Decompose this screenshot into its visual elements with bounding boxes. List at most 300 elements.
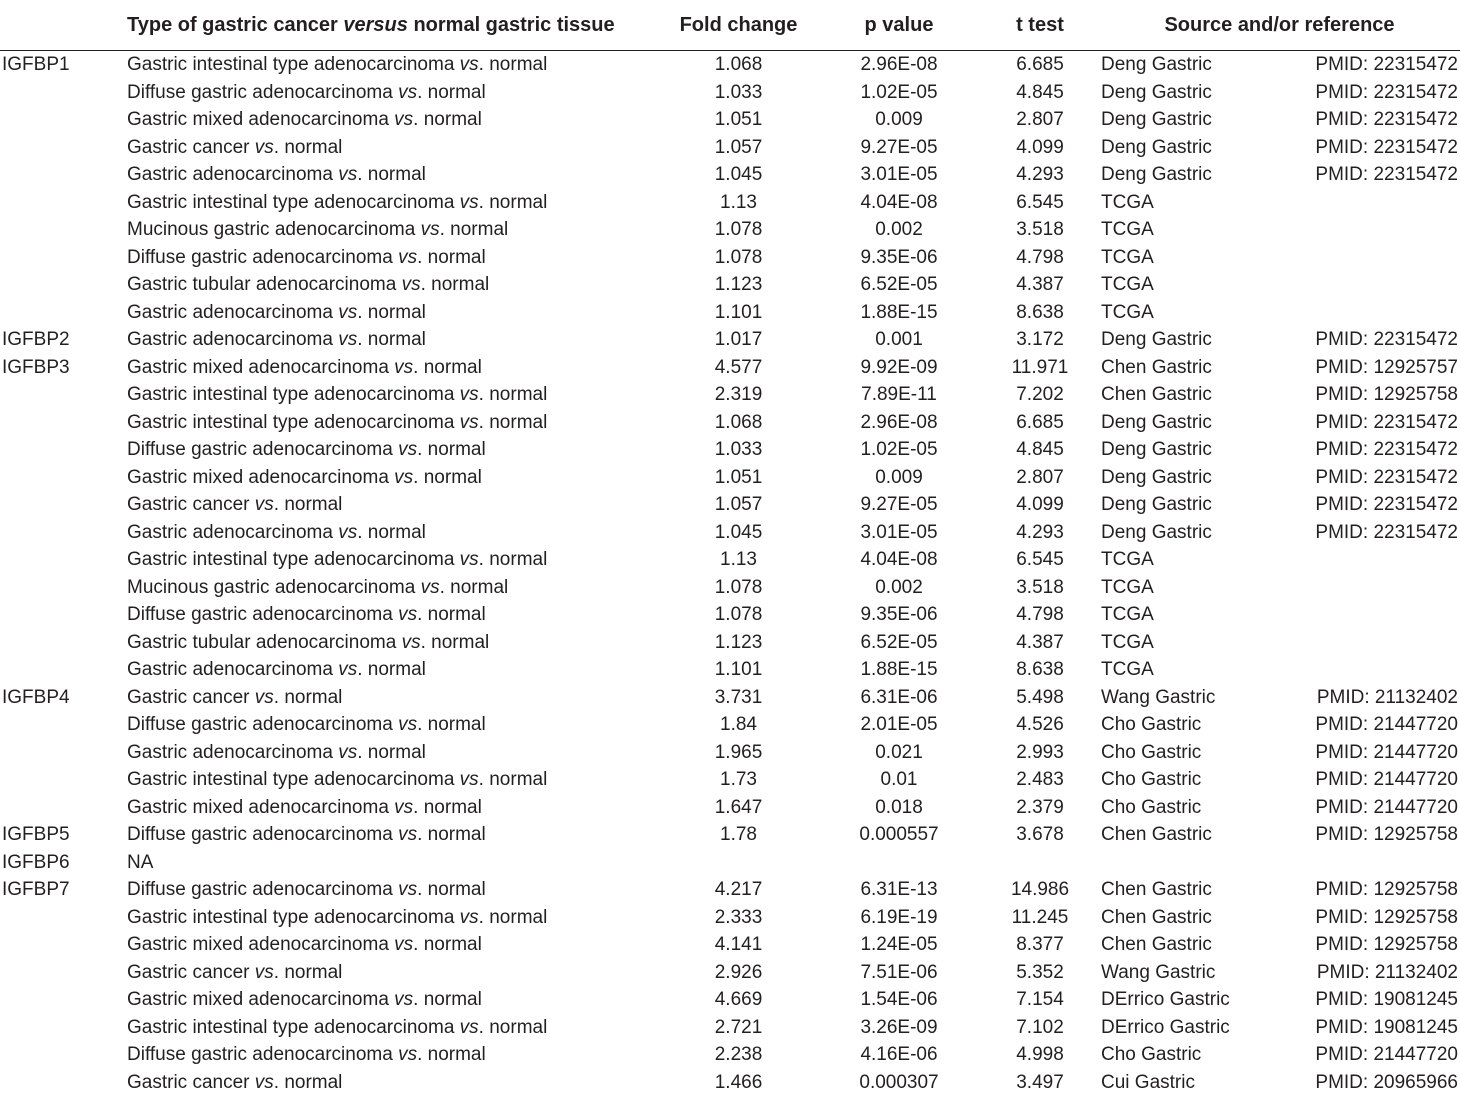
t-test-cell: 11.971 xyxy=(1011,356,1069,378)
cancer-type-cell: Diffuse gastric adenocarcinoma vs. normal xyxy=(127,604,486,626)
gene-cell xyxy=(0,904,120,932)
cancer-type-cell: Diffuse gastric adenocarcinoma vs. normal xyxy=(127,439,486,461)
p-value-cell: 0.002 xyxy=(875,219,923,241)
fold-change-cell: 1.033 xyxy=(714,81,763,103)
t-test-cell: 3.497 xyxy=(1016,1071,1064,1093)
source-cell: Wang Gastric xyxy=(1101,686,1216,708)
t-test-cell: 2.483 xyxy=(1016,769,1064,791)
table-body xyxy=(0,51,1460,1097)
table-row xyxy=(0,519,1460,547)
t-test-cell: 5.352 xyxy=(1016,961,1064,983)
p-value-cell: 4.04E-08 xyxy=(860,549,938,571)
fold-change-cell: 1.78 xyxy=(720,824,757,846)
t-test-cell: 4.099 xyxy=(1016,494,1064,516)
cancer-type-cell: Gastric cancer vs. normal xyxy=(127,686,343,708)
fold-change-cell: 1.84 xyxy=(720,714,757,736)
gene-cell xyxy=(0,244,120,272)
fold-change-cell: 2.238 xyxy=(714,1044,763,1066)
p-value-cell: 1.54E-06 xyxy=(860,989,938,1011)
source-cell: Cho Gastric xyxy=(1101,796,1202,818)
gene-cell xyxy=(0,216,120,244)
p-value-cell: 1.24E-05 xyxy=(860,934,938,956)
p-value-cell: 0.001 xyxy=(875,329,923,351)
t-test-cell: 4.798 xyxy=(1016,246,1064,268)
fold-change-cell: 4.141 xyxy=(714,934,763,956)
gene-cell: IGFBP6 xyxy=(2,851,70,873)
table-row xyxy=(0,491,1460,519)
gene-cell: IGFBP3 xyxy=(2,356,70,378)
gene-cell xyxy=(0,1069,120,1097)
table-row xyxy=(0,821,1460,849)
t-test-cell: 2.807 xyxy=(1016,109,1064,131)
gene-cell: IGFBP4 xyxy=(2,686,70,708)
fold-change-cell: 1.647 xyxy=(714,796,763,818)
cancer-type-cell: Mucinous gastric adenocarcinoma vs. normal xyxy=(127,219,509,241)
source-cell: Chen Gastric xyxy=(1101,906,1212,928)
t-test-cell: 3.678 xyxy=(1016,824,1064,846)
p-value-cell: 3.26E-09 xyxy=(860,1016,938,1038)
p-value-cell: 1.88E-15 xyxy=(860,659,938,681)
reference-cell: PMID: 21447720 xyxy=(1315,796,1458,818)
table-row xyxy=(0,51,1460,79)
header-source-reference: Source and/or reference xyxy=(1099,0,1460,51)
reference-cell: PMID: 22315472 xyxy=(1315,521,1458,543)
reference-cell xyxy=(1280,216,1460,244)
gene-cell xyxy=(0,519,120,547)
cancer-type-cell: Gastric tubular adenocarcinoma vs. normal xyxy=(127,631,490,653)
p-value-cell: 6.31E-13 xyxy=(860,879,938,901)
table-row xyxy=(0,299,1460,327)
cancer-type-cell: Gastric mixed adenocarcinoma vs. normal xyxy=(127,934,482,956)
fold-change-cell: 1.057 xyxy=(714,494,763,516)
p-value-cell: 9.27E-05 xyxy=(860,136,938,158)
reference-cell: PMID: 22315472 xyxy=(1315,54,1458,76)
t-test-cell: 6.545 xyxy=(1016,549,1064,571)
t-test-cell: 8.377 xyxy=(1016,934,1064,956)
cancer-type-cell: Gastric mixed adenocarcinoma vs. normal xyxy=(127,796,482,818)
gene-cell xyxy=(0,1041,120,1069)
p-value-cell: 7.51E-06 xyxy=(860,961,938,983)
t-test-cell: 3.172 xyxy=(1016,329,1064,351)
fold-change-cell: 1.017 xyxy=(714,329,763,351)
p-value-cell: 1.88E-15 xyxy=(860,301,938,323)
t-test-cell: 6.545 xyxy=(1016,191,1064,213)
p-value-cell: 7.89E-11 xyxy=(861,384,937,406)
source-cell: TCGA xyxy=(1101,246,1154,268)
table-row xyxy=(0,106,1460,134)
source-cell: DErrico Gastric xyxy=(1101,1016,1230,1038)
table-row xyxy=(0,1014,1460,1042)
source-cell: Chen Gastric xyxy=(1101,934,1212,956)
table-row xyxy=(0,986,1460,1014)
reference-cell: PMID: 22315472 xyxy=(1315,109,1458,131)
source-cell: Deng Gastric xyxy=(1101,494,1212,516)
cancer-type-cell: Gastric intestinal type adenocarcinoma vs. normal xyxy=(127,411,548,433)
table-row xyxy=(0,436,1460,464)
p-value-cell xyxy=(817,849,981,877)
table-row xyxy=(0,629,1460,657)
gene-cell xyxy=(0,711,120,739)
header-fold-change: Fold change xyxy=(660,0,817,51)
gene-cell xyxy=(0,299,120,327)
gene-cell xyxy=(0,464,120,492)
cancer-type-cell: Gastric intestinal type adenocarcinoma vs. normal xyxy=(127,906,548,928)
fold-change-cell: 1.13 xyxy=(720,549,757,571)
table-row xyxy=(0,904,1460,932)
gene-cell xyxy=(0,986,120,1014)
p-value-cell: 9.92E-09 xyxy=(860,356,938,378)
gene-cell xyxy=(0,189,120,217)
t-test-cell: 4.845 xyxy=(1016,439,1064,461)
reference-cell xyxy=(1280,546,1460,574)
reference-cell: PMID: 22315472 xyxy=(1315,466,1458,488)
source-cell: DErrico Gastric xyxy=(1101,989,1230,1011)
fold-change-cell: 1.101 xyxy=(714,659,763,681)
reference-cell: PMID: 21132402 xyxy=(1316,686,1458,708)
t-test-cell: 8.638 xyxy=(1016,659,1064,681)
reference-cell: PMID: 21132402 xyxy=(1316,961,1458,983)
t-test-cell: 2.807 xyxy=(1016,466,1064,488)
t-test-cell: 2.379 xyxy=(1016,796,1064,818)
reference-cell xyxy=(1280,244,1460,272)
reference-cell: PMID: 21447720 xyxy=(1315,1044,1458,1066)
header-p-value: p value xyxy=(817,0,981,51)
source-cell: Cho Gastric xyxy=(1101,769,1202,791)
reference-cell xyxy=(1280,574,1460,602)
source-cell: Deng Gastric xyxy=(1101,81,1212,103)
source-cell: TCGA xyxy=(1101,576,1154,598)
fold-change-cell: 1.078 xyxy=(714,576,763,598)
source-cell: Deng Gastric xyxy=(1101,109,1212,131)
cancer-type-cell: Gastric cancer vs. normal xyxy=(127,136,343,158)
table-row xyxy=(0,161,1460,189)
table-row xyxy=(0,766,1460,794)
fold-change-cell: 1.965 xyxy=(714,741,763,763)
reference-cell: PMID: 19081245 xyxy=(1315,1016,1458,1038)
reference-cell xyxy=(1280,629,1460,657)
table-row xyxy=(0,849,1460,877)
table-row xyxy=(0,684,1460,712)
gene-cell xyxy=(0,931,120,959)
table-row xyxy=(0,244,1460,272)
gene-cell xyxy=(0,381,120,409)
gene-cell xyxy=(0,601,120,629)
gene-cell: IGFBP2 xyxy=(2,329,70,351)
source-cell: TCGA xyxy=(1101,301,1154,323)
fold-change-cell: 1.045 xyxy=(714,164,763,186)
gene-cell xyxy=(0,794,120,822)
p-value-cell: 0.021 xyxy=(875,741,923,763)
p-value-cell: 9.35E-06 xyxy=(860,604,938,626)
header-t-test: t test xyxy=(981,0,1099,51)
cancer-type-cell: Diffuse gastric adenocarcinoma vs. normal xyxy=(127,246,486,268)
t-test-cell: 3.518 xyxy=(1016,219,1064,241)
cancer-type-cell: Gastric cancer vs. normal xyxy=(127,494,343,516)
cancer-type-cell: Gastric intestinal type adenocarcinoma vs. normal xyxy=(127,191,548,213)
p-value-cell: 4.16E-06 xyxy=(860,1044,938,1066)
fold-change-cell: 2.721 xyxy=(714,1016,763,1038)
cancer-type-cell: Gastric tubular adenocarcinoma vs. normal xyxy=(127,274,490,296)
p-value-cell: 0.018 xyxy=(875,796,923,818)
table-row xyxy=(0,271,1460,299)
fold-change-cell: 1.078 xyxy=(714,604,763,626)
p-value-cell: 6.52E-05 xyxy=(860,274,938,296)
reference-cell: PMID: 22315472 xyxy=(1315,164,1458,186)
fold-change-cell: 1.068 xyxy=(714,54,763,76)
table-row xyxy=(0,794,1460,822)
t-test-cell: 4.798 xyxy=(1016,604,1064,626)
table-row xyxy=(0,931,1460,959)
p-value-cell: 9.35E-06 xyxy=(860,246,938,268)
source-cell: Cho Gastric xyxy=(1101,741,1202,763)
cancer-type-cell: Gastric cancer vs. normal xyxy=(127,1071,343,1093)
reference-cell xyxy=(1280,849,1460,877)
p-value-cell: 3.01E-05 xyxy=(860,164,938,186)
fold-change-cell: 1.101 xyxy=(714,301,763,323)
cancer-type-cell: Gastric intestinal type adenocarcinoma vs. normal xyxy=(127,769,548,791)
fold-change-cell: 1.051 xyxy=(714,466,763,488)
t-test-cell: 4.526 xyxy=(1016,714,1064,736)
fold-change-cell: 3.731 xyxy=(714,686,763,708)
fold-change-cell: 1.033 xyxy=(714,439,763,461)
cancer-type-cell: Gastric mixed adenocarcinoma vs. normal xyxy=(127,466,482,488)
source-cell: Deng Gastric xyxy=(1101,466,1212,488)
reference-cell: PMID: 22315472 xyxy=(1315,439,1458,461)
t-test-cell: 5.498 xyxy=(1016,686,1064,708)
gene-cell xyxy=(0,161,120,189)
source-cell: Deng Gastric xyxy=(1101,54,1212,76)
t-test-cell: 11.245 xyxy=(1011,906,1069,928)
gene-cell: IGFBP5 xyxy=(2,824,70,846)
reference-cell: PMID: 21447720 xyxy=(1315,741,1458,763)
t-test-cell: 3.518 xyxy=(1016,576,1064,598)
fold-change-cell: 1.123 xyxy=(714,274,763,296)
source-cell: TCGA xyxy=(1101,191,1154,213)
source-cell: Chen Gastric xyxy=(1101,356,1212,378)
source-cell: Cho Gastric xyxy=(1101,1044,1202,1066)
source-cell: TCGA xyxy=(1101,274,1154,296)
p-value-cell: 0.01 xyxy=(880,769,918,791)
t-test-cell: 8.638 xyxy=(1016,301,1064,323)
gene-cell xyxy=(0,79,120,107)
t-test-cell: 4.845 xyxy=(1016,81,1064,103)
gene-cell xyxy=(0,436,120,464)
p-value-cell: 2.96E-08 xyxy=(860,411,938,433)
source-cell: Deng Gastric xyxy=(1101,439,1212,461)
gene-cell xyxy=(0,656,120,684)
fold-change-cell xyxy=(660,849,817,877)
t-test-cell: 4.293 xyxy=(1016,164,1064,186)
fold-change-cell: 1.051 xyxy=(714,109,763,131)
cancer-type-cell: Gastric cancer vs. normal xyxy=(127,961,343,983)
source-cell: TCGA xyxy=(1101,659,1154,681)
reference-cell: PMID: 12925758 xyxy=(1315,879,1458,901)
t-test-cell: 6.685 xyxy=(1016,411,1064,433)
cancer-type-cell: Gastric mixed adenocarcinoma vs. normal xyxy=(127,356,482,378)
fold-change-cell: 4.577 xyxy=(714,356,763,378)
fold-change-cell: 1.045 xyxy=(714,521,763,543)
gene-cell xyxy=(0,134,120,162)
table-row xyxy=(0,656,1460,684)
table-row xyxy=(0,959,1460,987)
gene-cell xyxy=(0,409,120,437)
reference-cell: PMID: 12925758 xyxy=(1315,384,1458,406)
reference-cell: PMID: 21447720 xyxy=(1315,714,1458,736)
table-row xyxy=(0,409,1460,437)
p-value-cell: 2.96E-08 xyxy=(860,54,938,76)
source-cell: Chen Gastric xyxy=(1101,824,1212,846)
reference-cell: PMID: 19081245 xyxy=(1315,989,1458,1011)
cancer-type-cell: Diffuse gastric adenocarcinoma vs. normal xyxy=(127,1044,486,1066)
cancer-type-cell: Gastric mixed adenocarcinoma vs. normal xyxy=(127,109,482,131)
gene-cell xyxy=(0,766,120,794)
fold-change-cell: 1.078 xyxy=(714,246,763,268)
fold-change-cell: 4.217 xyxy=(714,879,763,901)
reference-cell: PMID: 12925758 xyxy=(1315,934,1458,956)
fold-change-cell: 2.926 xyxy=(714,961,763,983)
table-row xyxy=(0,574,1460,602)
cancer-type-cell: Gastric adenocarcinoma vs. normal xyxy=(127,659,426,681)
reference-cell xyxy=(1280,271,1460,299)
gene-cell xyxy=(0,739,120,767)
source-cell: Deng Gastric xyxy=(1101,136,1212,158)
cancer-type-cell: Gastric adenocarcinoma vs. normal xyxy=(127,741,426,763)
fold-change-cell: 1.078 xyxy=(714,219,763,241)
reference-cell: PMID: 22315472 xyxy=(1315,494,1458,516)
p-value-cell: 9.27E-05 xyxy=(860,494,938,516)
reference-cell xyxy=(1280,299,1460,327)
gene-cell xyxy=(0,106,120,134)
t-test-cell xyxy=(981,849,1099,877)
cancer-type-cell: Gastric adenocarcinoma vs. normal xyxy=(127,301,426,323)
source-cell: Deng Gastric xyxy=(1101,521,1212,543)
t-test-cell: 4.099 xyxy=(1016,136,1064,158)
source-cell: Deng Gastric xyxy=(1101,164,1212,186)
table-row xyxy=(0,381,1460,409)
cancer-type-cell: Gastric adenocarcinoma vs. normal xyxy=(127,329,426,351)
reference-cell xyxy=(1280,656,1460,684)
t-test-cell: 4.293 xyxy=(1016,521,1064,543)
source-cell: TCGA xyxy=(1101,604,1154,626)
p-value-cell: 0.002 xyxy=(875,576,923,598)
gene-cell xyxy=(0,271,120,299)
reference-cell xyxy=(1280,601,1460,629)
source-cell xyxy=(1099,849,1280,877)
p-value-cell: 1.02E-05 xyxy=(860,81,938,103)
t-test-cell: 4.387 xyxy=(1016,631,1064,653)
header-cancer-type: Type of gastric cancer versus normal gastric tissue xyxy=(120,0,660,51)
fold-change-cell: 1.057 xyxy=(714,136,763,158)
table-row xyxy=(0,326,1460,354)
p-value-cell: 3.01E-05 xyxy=(860,521,938,543)
p-value-cell: 6.19E-19 xyxy=(860,906,938,928)
gene-cell: IGFBP1 xyxy=(2,54,70,76)
gene-cell xyxy=(0,1014,120,1042)
t-test-cell: 7.154 xyxy=(1016,989,1064,1011)
fold-change-cell: 4.669 xyxy=(714,989,763,1011)
cancer-type-cell: Gastric adenocarcinoma vs. normal xyxy=(127,521,426,543)
source-cell: TCGA xyxy=(1101,549,1154,571)
source-cell: Cui Gastric xyxy=(1101,1071,1195,1093)
t-test-cell: 14.986 xyxy=(1010,879,1070,901)
source-cell: TCGA xyxy=(1101,219,1154,241)
gene-cell xyxy=(0,491,120,519)
p-value-cell: 2.01E-05 xyxy=(860,714,938,736)
reference-cell: PMID: 21447720 xyxy=(1315,769,1458,791)
p-value-cell: 6.31E-06 xyxy=(860,686,938,708)
gene-cell xyxy=(0,629,120,657)
table-row xyxy=(0,1069,1460,1097)
table-header-row xyxy=(0,0,1460,51)
fold-change-cell: 1.73 xyxy=(720,769,757,791)
fold-change-cell: 1.068 xyxy=(714,411,763,433)
cancer-type-cell: Gastric intestinal type adenocarcinoma vs. normal xyxy=(127,549,548,571)
source-cell: Cho Gastric xyxy=(1101,714,1202,736)
t-test-cell: 2.993 xyxy=(1016,741,1064,763)
table-row xyxy=(0,189,1460,217)
table-row xyxy=(0,1041,1460,1069)
cancer-type-cell: Diffuse gastric adenocarcinoma vs. normal xyxy=(127,81,486,103)
table-row xyxy=(0,876,1460,904)
cancer-type-cell: Diffuse gastric adenocarcinoma vs. normal xyxy=(127,714,486,736)
reference-cell: PMID: 22315472 xyxy=(1315,329,1458,351)
table-row xyxy=(0,464,1460,492)
fold-change-cell: 2.333 xyxy=(714,906,763,928)
table-row xyxy=(0,739,1460,767)
reference-cell: PMID: 12925757 xyxy=(1315,356,1458,378)
reference-cell: PMID: 22315472 xyxy=(1315,136,1458,158)
cancer-type-cell: Gastric adenocarcinoma vs. normal xyxy=(127,164,426,186)
header-gene xyxy=(0,0,120,51)
source-cell: Chen Gastric xyxy=(1101,879,1212,901)
t-test-cell: 4.387 xyxy=(1016,274,1064,296)
p-value-cell: 4.04E-08 xyxy=(860,191,938,213)
cancer-type-cell: Mucinous gastric adenocarcinoma vs. normal xyxy=(127,576,509,598)
cancer-type-cell: Diffuse gastric adenocarcinoma vs. normal xyxy=(127,824,486,846)
reference-cell: PMID: 12925758 xyxy=(1315,824,1458,846)
fold-change-cell: 1.466 xyxy=(714,1071,763,1093)
p-value-cell: 0.009 xyxy=(875,109,923,131)
cancer-type-cell: Gastric mixed adenocarcinoma vs. normal xyxy=(127,989,482,1011)
table-row xyxy=(0,601,1460,629)
reference-cell: PMID: 22315472 xyxy=(1315,81,1458,103)
table-row xyxy=(0,79,1460,107)
t-test-cell: 7.102 xyxy=(1016,1016,1064,1038)
reference-cell: PMID: 20965966 xyxy=(1315,1071,1458,1093)
p-value-cell: 0.000557 xyxy=(859,824,939,846)
fold-change-cell: 1.123 xyxy=(714,631,763,653)
p-value-cell: 0.000307 xyxy=(859,1071,939,1093)
t-test-cell: 7.202 xyxy=(1016,384,1064,406)
table-row xyxy=(0,354,1460,382)
reference-cell: PMID: 12925758 xyxy=(1315,906,1458,928)
t-test-cell: 6.685 xyxy=(1016,54,1064,76)
cancer-type-cell: Gastric intestinal type adenocarcinoma vs. normal xyxy=(127,384,548,406)
fold-change-cell: 2.319 xyxy=(714,384,763,406)
p-value-cell: 6.52E-05 xyxy=(860,631,938,653)
table-row xyxy=(0,134,1460,162)
cancer-type-cell: Diffuse gastric adenocarcinoma vs. normal xyxy=(127,879,486,901)
source-cell: Deng Gastric xyxy=(1101,329,1212,351)
table-row xyxy=(0,546,1460,574)
reference-cell: PMID: 22315472 xyxy=(1315,411,1458,433)
t-test-cell: 4.998 xyxy=(1016,1044,1064,1066)
p-value-cell: 1.02E-05 xyxy=(860,439,938,461)
gene-cell xyxy=(0,959,120,987)
cancer-type-cell: Gastric intestinal type adenocarcinoma vs. normal xyxy=(127,1016,548,1038)
source-cell: Deng Gastric xyxy=(1101,411,1212,433)
cancer-type-cell: Gastric intestinal type adenocarcinoma vs. normal xyxy=(127,54,548,76)
